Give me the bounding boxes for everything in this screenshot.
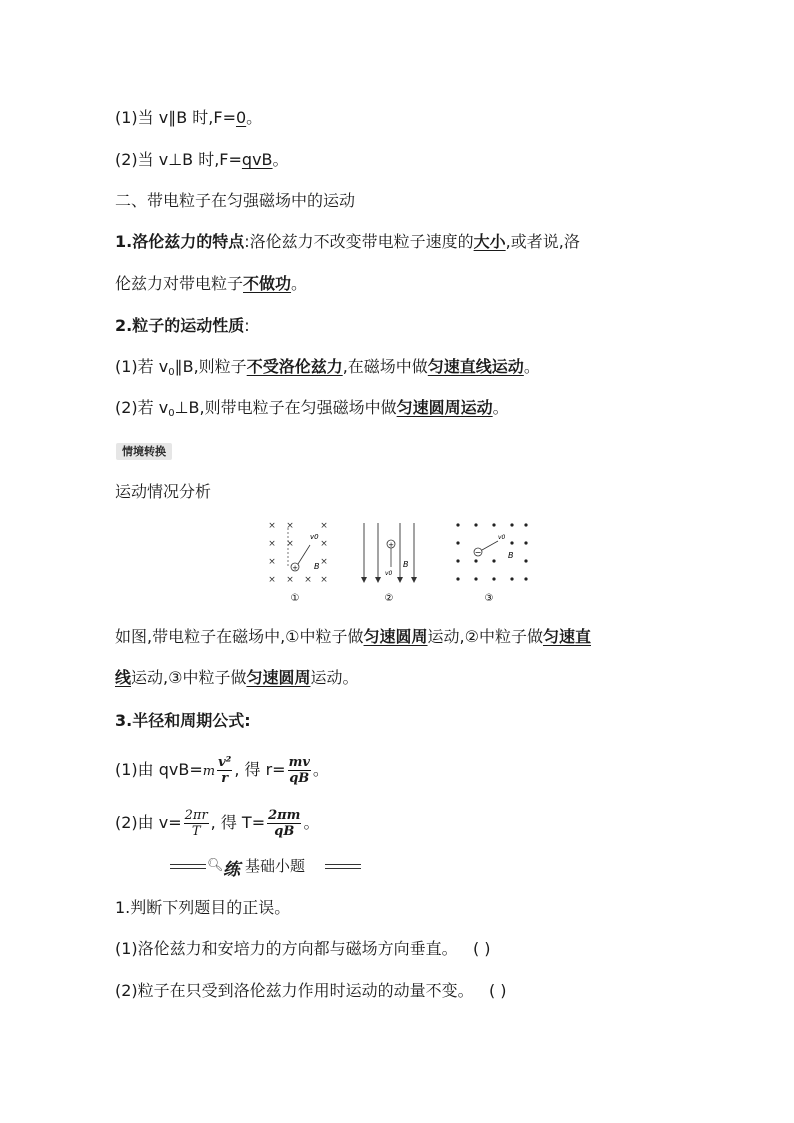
field-cross-mark: ×: [320, 575, 328, 585]
field-cross-mark: ×: [304, 575, 312, 585]
field-dot-mark: [510, 541, 513, 544]
answer-blank-1[interactable]: ( ): [472, 939, 491, 958]
analysis-line-1: 如图,带电粒子在磁场中,①中粒子做匀速圆周运动,②中粒子做匀速直: [115, 627, 591, 646]
field-cross-mark: ×: [286, 521, 294, 531]
field-dot-mark: [456, 523, 459, 526]
lorentz-feature-line-2: 伦兹力对带电粒子不做功。: [115, 274, 308, 293]
fraction-v2-over-r: $\frac{\text{v²}}{r}$: [218, 755, 232, 786]
formula-heading: 3.半径和周期公式:: [115, 711, 251, 730]
field-dot-mark: [524, 577, 527, 580]
analysis-line-2: 线运动,③中粒子做匀速圆周运动。: [115, 668, 359, 687]
field-cross-mark: ×: [268, 539, 276, 549]
question-1: (1)洛伦兹力和安培力的方向都与磁场方向垂直。 ( ): [115, 939, 491, 958]
field-dot-mark: [510, 577, 513, 580]
field-cross-mark: ×: [268, 521, 276, 531]
line-force-perpendicular: (2)当 v⊥B 时,F=qvB。: [115, 150, 289, 169]
field-cross-mark: ×: [268, 557, 276, 567]
field-dot-mark: [524, 523, 527, 526]
practice-icon: 练: [223, 860, 240, 880]
figure-1-velocity-label: v0: [310, 533, 319, 541]
banner-rule-right: [325, 864, 361, 869]
field-cross-mark: ×: [286, 575, 294, 585]
period-formula: (2)由 v= $\frac{2\pi r}{T}$ , 得 T= $\frac{2\pi m}{qB}$ 。: [115, 808, 320, 839]
field-cross-mark: ×: [320, 539, 328, 549]
figure-1-label: ①: [290, 593, 300, 604]
magnifier-icon: 🔍︎: [207, 858, 224, 873]
figure-1-field-label: B: [314, 562, 320, 571]
field-dot-mark: [524, 541, 527, 544]
line-force-parallel: (1)当 v∥B 时,F=0。: [115, 108, 263, 127]
section-heading: 二、带电粒子在匀强磁场中的运动: [115, 191, 356, 210]
field-dot-mark: [456, 559, 459, 562]
field-dot-mark: [492, 577, 495, 580]
figure-2-field-label: B: [403, 560, 409, 569]
motion-perpendicular-line: (2)若 $v_0\perp B$,则带电粒子在匀强磁场中做匀速圆周运动。: [115, 398, 509, 419]
banner-rule-left: [170, 864, 206, 869]
field-cross-mark: ×: [320, 557, 328, 567]
figure-3-label: ③: [484, 593, 494, 604]
figure-3-charge: −: [474, 548, 482, 557]
banner-title: 基础小题: [245, 857, 306, 875]
field-dot-mark: [492, 523, 495, 526]
field-dot-mark: [456, 541, 459, 544]
field-dot-mark: [474, 523, 477, 526]
answer-blank-2[interactable]: ( ): [488, 981, 507, 1000]
analysis-heading: 运动情况分析: [115, 482, 212, 501]
motion-nature-heading: 2.粒子的运动性质:: [115, 316, 250, 335]
question-2: (2)粒子在只受到洛伦兹力作用时运动的动量不变。 ( ): [115, 981, 507, 1000]
radius-formula: (1)由 qvB=m $\frac{\text{v²}}{r}$ , 得 r= $\frac{mv}{qB}$ 。: [115, 755, 329, 786]
figure-1-cross-field: [268, 521, 328, 604]
motion-figures: [258, 515, 538, 607]
field-dot-mark: [474, 559, 477, 562]
figure-1-charge: +: [292, 564, 298, 572]
field-dot-mark: [492, 559, 495, 562]
motion-parallel-line: (1)若 $v_0\parallel B$,则粒子不受洛伦兹力,在磁场中做匀速直线运动。: [115, 357, 540, 378]
fraction-2pir-over-T: $\frac{2\pi r}{T}$: [184, 808, 208, 839]
field-dot-mark: [474, 577, 477, 580]
field-dot-mark: [510, 523, 513, 526]
figure-2-velocity-label: v0: [385, 570, 393, 577]
figure-3-dot-field: [456, 523, 527, 604]
field-dot-mark: [524, 559, 527, 562]
field-cross-mark: ×: [320, 521, 328, 531]
practice-banner: [170, 855, 370, 880]
field-cross-mark: ×: [286, 539, 294, 549]
figure-2-label: ②: [384, 593, 394, 604]
field-dot-mark: [456, 577, 459, 580]
figure-3-field-label: B: [508, 551, 514, 560]
question-intro: 1.判断下列题目的正误。: [115, 898, 291, 917]
figure-3-velocity-label: v0: [498, 534, 506, 541]
figure-2-charge: +: [388, 541, 394, 549]
fraction-2pim-over-qB: $\frac{2\pi m}{qB}$: [268, 808, 301, 839]
figure-2-vertical-field: [361, 523, 417, 604]
field-cross-mark: ×: [268, 575, 276, 585]
fraction-mv-over-qB: $\frac{mv}{qB}$: [288, 755, 310, 786]
scenario-tag: 情境转换: [116, 443, 172, 460]
lorentz-feature-line-1: 1.洛伦兹力的特点:洛伦兹力不改变带电粒子速度的大小,或者说,洛: [115, 232, 580, 251]
